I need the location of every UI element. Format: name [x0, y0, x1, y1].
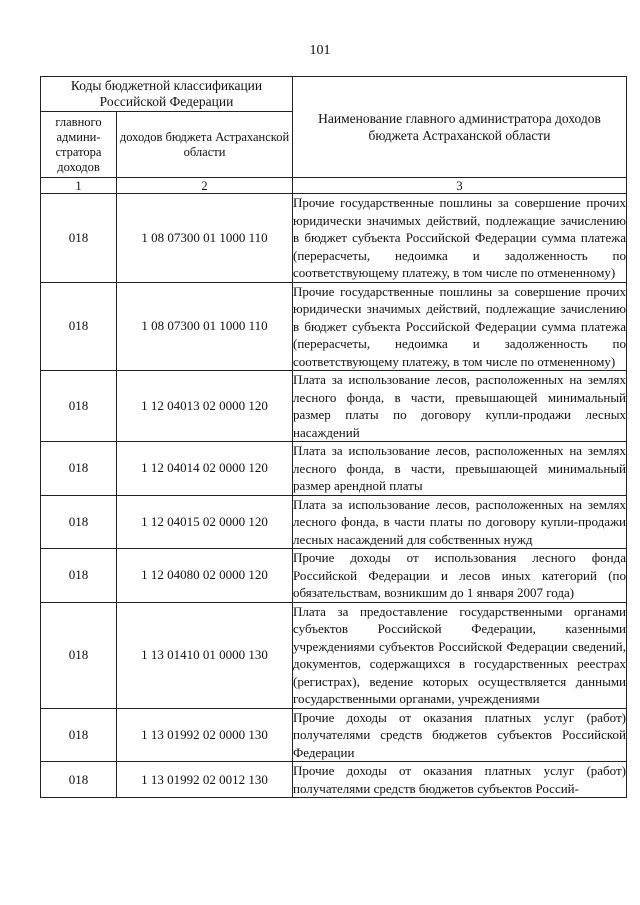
revenue-name-cell: Прочие государственные пошлины за совершение прочих юридически значимых действий, подлежащие зачислению в бюджет субъекта Российской Федерации сумма платежа (перерасчеты, недоимка и задолженность по соответствующему платежу, в том числе по отмененному) [293, 195, 627, 280]
header-classification-codes: Коды бюджетной классификации Российской Федерации [41, 77, 293, 112]
table-row [41, 282, 627, 371]
revenue-code-cell: 1 13 01992 02 0012 130 [117, 762, 293, 798]
admin-code-cell: 018 [41, 602, 117, 708]
budget-classification-table [40, 76, 627, 798]
column-number: 2 [117, 178, 293, 194]
revenue-name-cell: Плата за использование лесов, расположенных на землях лесного фонда, в части платы по договору купли-продажи лесных насаждений для собственных нужд [293, 496, 627, 547]
revenue-name-cell: Прочие доходы от оказания платных услуг (работ) получателями средств бюджетов субъектов Российской Федерации [293, 709, 627, 760]
admin-code-cell: 018 [41, 194, 117, 283]
page-number: 101 [309, 43, 331, 58]
admin-code-cell: 018 [41, 708, 117, 762]
table-row [41, 495, 627, 549]
revenue-name-cell: Плата за использование лесов, расположенных на землях лесного фонда, в части, превышающей минимальный размер арендной платы [293, 443, 627, 493]
table-row [41, 549, 627, 603]
admin-code-cell: 018 [41, 371, 117, 442]
revenue-name-cell: Прочие доходы от оказания платных услуг (работ) получателями средств бюджетов субъектов Россий- [293, 763, 627, 796]
table-row [41, 708, 627, 762]
revenue-code-cell: 1 12 04014 02 0000 120 [117, 442, 293, 496]
table-row [41, 762, 627, 798]
header-administrator-name: Наименование главного администратора доходов бюджета Астраханской области [293, 77, 627, 178]
revenue-code-cell: 1 12 04080 02 0000 120 [117, 549, 293, 603]
revenue-name-cell: Плата за предоставление государственными органами субъектов Российской Федерации, казенными учреждениями субъектов Российской Федерации сведений, документов, содержащихся в государственных реестрах (регистрах), ведение которых осуществляется данными государственными органами, учреждениями [293, 603, 627, 706]
table-row [41, 442, 627, 496]
header-main-administrator: главного админи-стратора доходов [41, 112, 117, 178]
admin-code-cell: 018 [41, 442, 117, 496]
revenue-name-cell: Плата за использование лесов, расположенных на землях лесного фонда, в части, превышающей минимальный размер платы по договору купли-продажи лесных насаждений [293, 372, 627, 440]
revenue-code-cell: 1 13 01410 01 0000 130 [117, 602, 293, 708]
column-number: 3 [293, 178, 627, 194]
column-numbers-row [41, 178, 627, 194]
table-header-row [41, 77, 627, 112]
admin-code-cell: 018 [41, 495, 117, 549]
header-budget-revenues: доходов бюджета Астраханской области [117, 112, 293, 178]
column-number: 1 [41, 178, 117, 194]
revenue-code-cell: 1 08 07300 01 1000 110 [117, 282, 293, 371]
revenue-code-cell: 1 08 07300 01 1000 110 [117, 194, 293, 283]
revenue-code-cell: 1 13 01992 02 0000 130 [117, 708, 293, 762]
table-row [41, 371, 627, 442]
revenue-name-cell: Прочие доходы от использования лесного фонда Российской Федерации и лесов иных категорий (по обязательствам, возникшим до 1 января 2007 года) [293, 550, 627, 600]
admin-code-cell: 018 [41, 549, 117, 603]
revenue-code-cell: 1 12 04013 02 0000 120 [117, 371, 293, 442]
admin-code-cell: 018 [41, 762, 117, 798]
table-row [41, 602, 627, 708]
revenue-code-cell: 1 12 04015 02 0000 120 [117, 495, 293, 549]
admin-code-cell: 018 [41, 282, 117, 371]
table-row [41, 194, 627, 283]
revenue-name-cell: Прочие государственные пошлины за совершение прочих юридически значимых действий, подлежащие зачислению в бюджет субъекта Российской Федерации сумма платежа (перерасчеты, недоимка и задолженность по соответствующему платежу, в том числе по отмененному) [293, 283, 627, 369]
